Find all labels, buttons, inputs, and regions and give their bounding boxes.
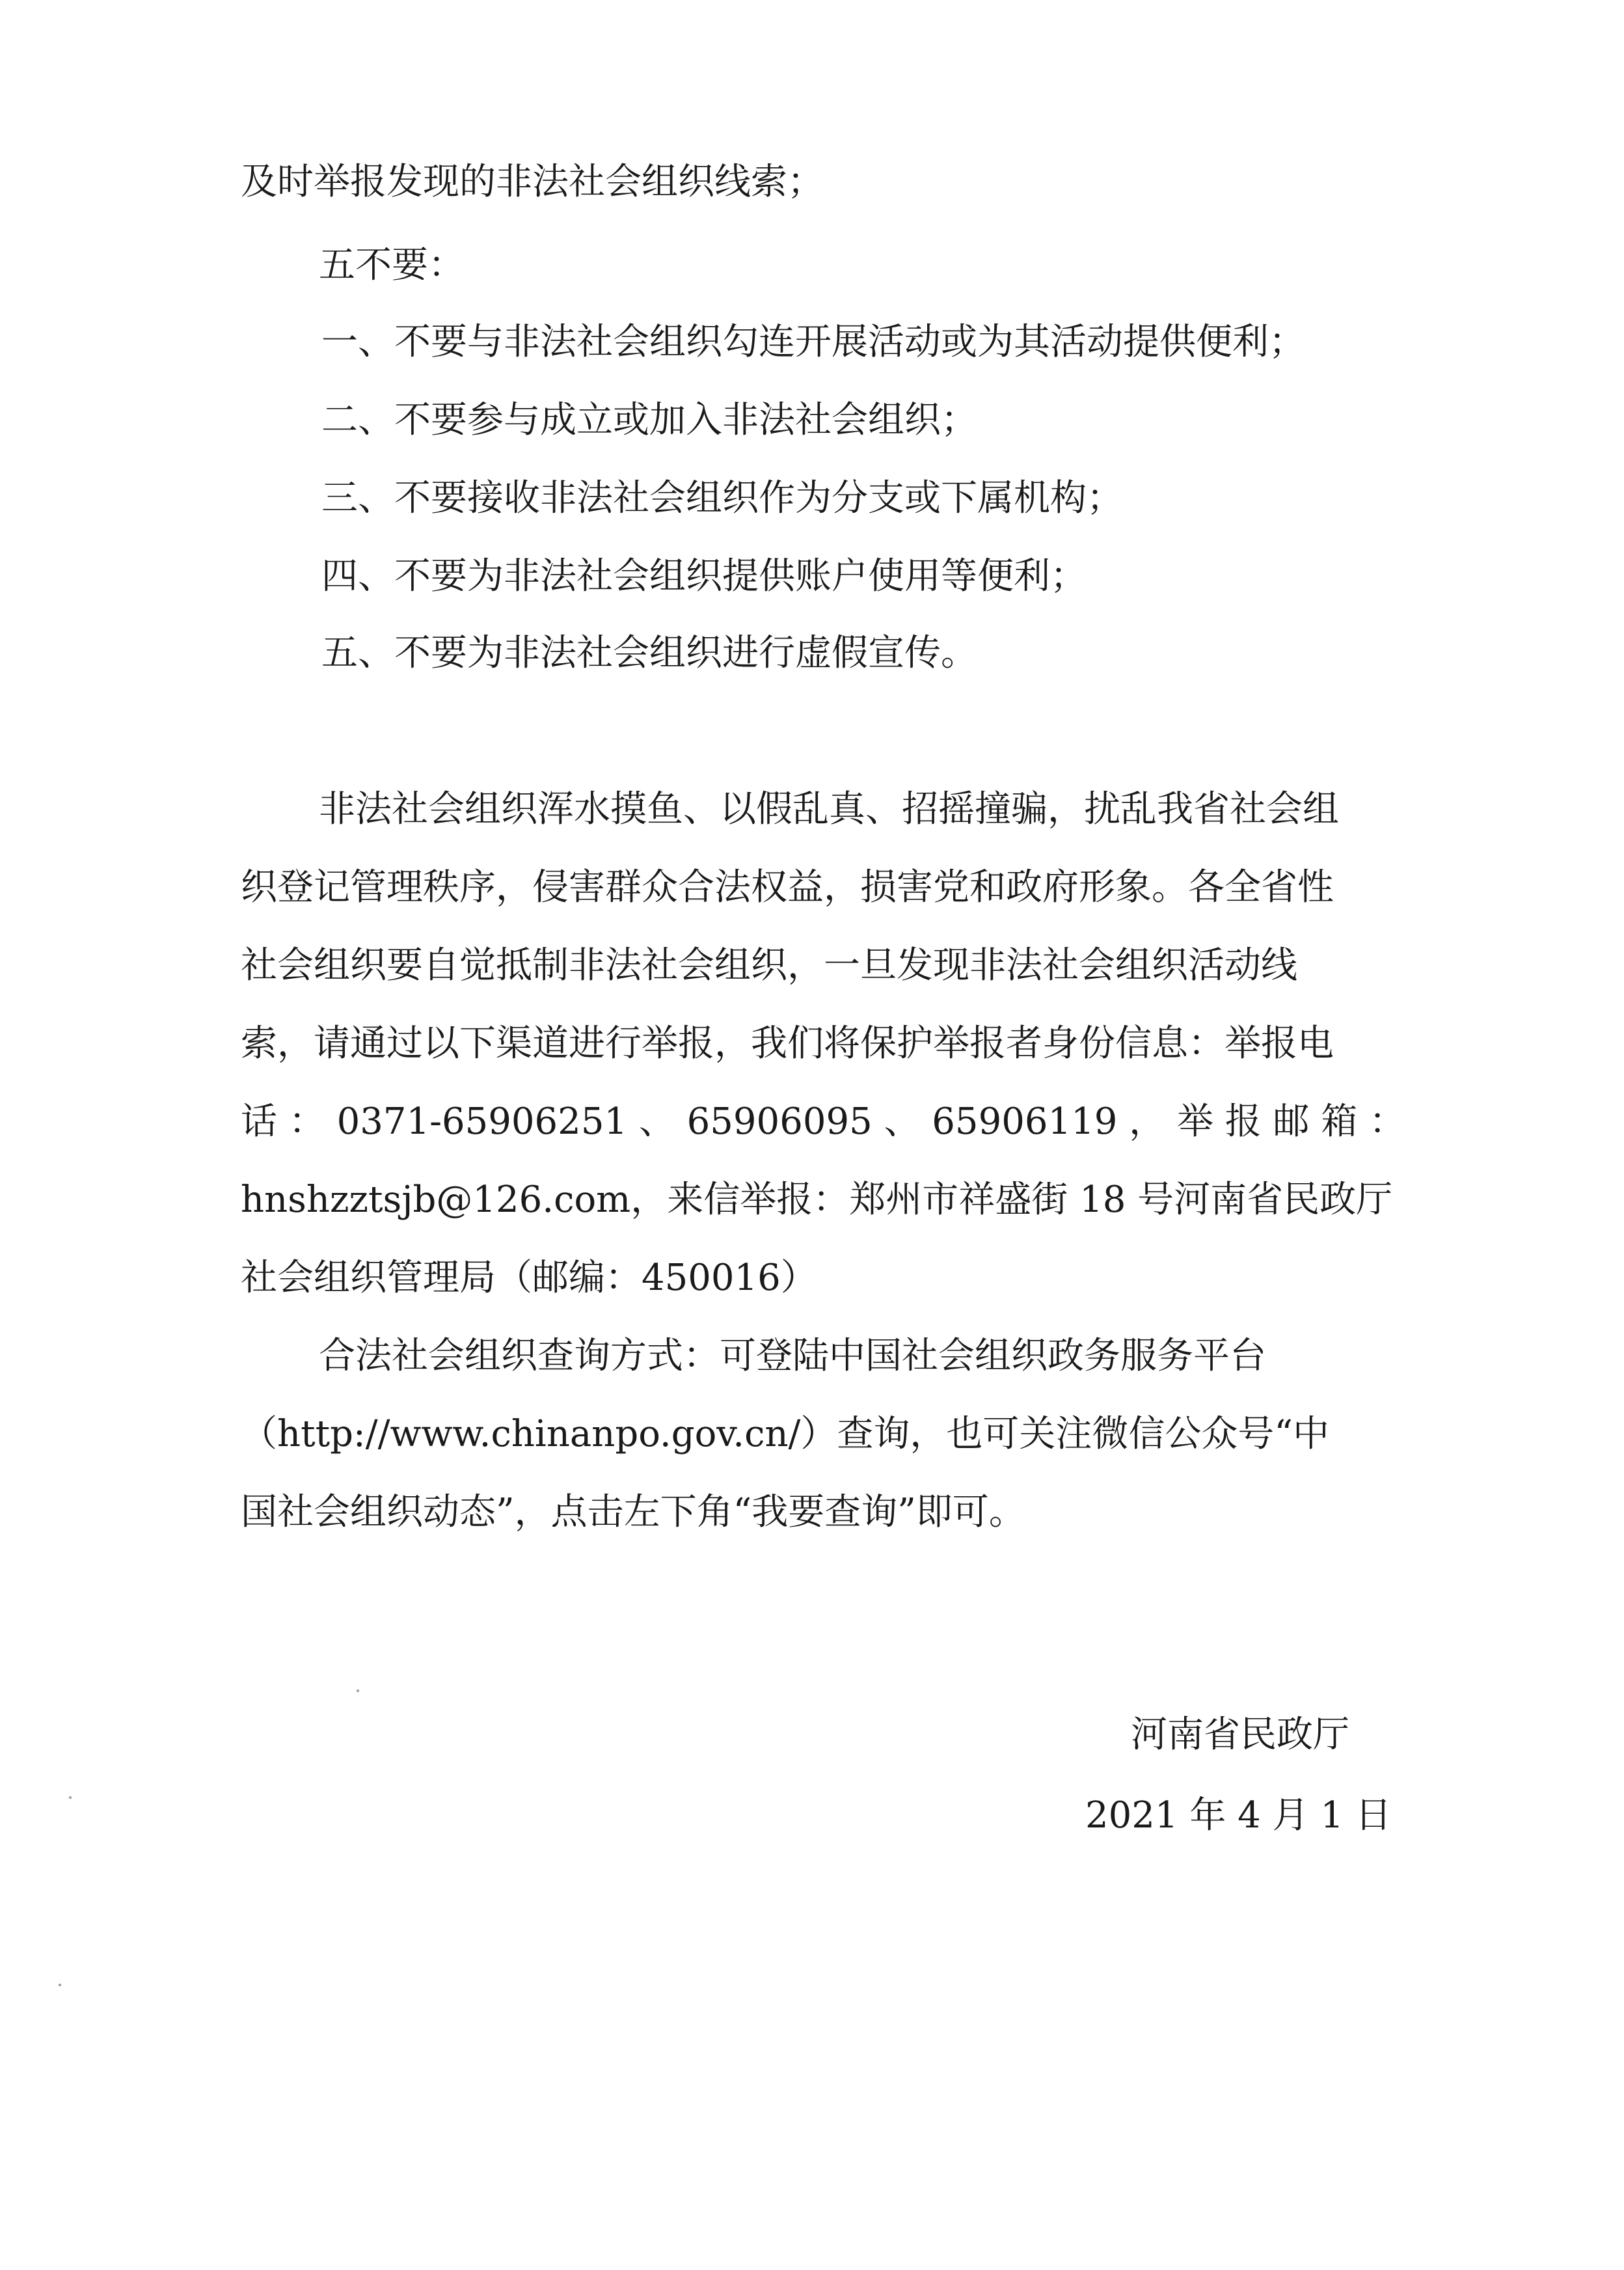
paragraph-1-line-7: 社会组织管理局（邮编：450016） bbox=[241, 1257, 817, 1299]
scan-speck bbox=[69, 1796, 72, 1799]
heading-five-donts: 五不要： bbox=[319, 244, 465, 286]
scan-speck bbox=[357, 1689, 359, 1692]
text-line-report-clues: 及时举报发现的非法社会组织线索； bbox=[241, 161, 824, 203]
paragraph-2-line-2: （http://www.chinanpo.gov.cn/）查询，也可关注微信公众号“中 bbox=[241, 1413, 1329, 1455]
paragraph-1-line-3: 社会组织要自觉抵制非法社会组织，一旦发现非法社会组织活动线 bbox=[241, 944, 1297, 987]
list-item-4: 四、不要为非法社会组织提供账户使用等便利； bbox=[321, 555, 1087, 597]
paragraph-1-line-2: 织登记管理秩序，侵害群众合法权益，损害党和政府形象。各全省性 bbox=[241, 866, 1334, 909]
paragraph-1-line-4: 索，请通过以下渠道进行举报，我们将保护举报者身份信息：举报电 bbox=[241, 1022, 1334, 1065]
scan-speck bbox=[59, 1984, 61, 1986]
list-item-2: 二、不要参与成立或加入非法社会组织； bbox=[321, 399, 977, 441]
list-item-3: 三、不要接收非法社会组织作为分支或下属机构； bbox=[321, 477, 1123, 519]
list-item-5: 五、不要为非法社会组织进行虚假宣传。 bbox=[321, 632, 977, 674]
paragraph-1-line-1: 非法社会组织浑水摸鱼、以假乱真、招摇撞骗，扰乱我省社会组 bbox=[319, 788, 1339, 830]
paragraph-1-line-5: 话 ： 0371-65906251 、 65906095 、 65906119 ， 举 报 邮 箱 ： bbox=[241, 1101, 1406, 1143]
signature-organization: 河南省民政厅 bbox=[1131, 1714, 1349, 1756]
paragraph-2-line-1: 合法社会组织查询方式：可登陆中国社会组织政务服务平台 bbox=[319, 1335, 1266, 1377]
paragraph-2-line-3: 国社会组织动态”，点击左下角“我要查询”即可。 bbox=[241, 1491, 1025, 1533]
paragraph-1-line-6: hnshzztsjb@126.com，来信举报：郑州市祥盛街 18 号河南省民政厅 bbox=[241, 1179, 1393, 1221]
signature-date: 2021 年 4 月 1 日 bbox=[1085, 1794, 1392, 1837]
list-item-1: 一、不要与非法社会组织勾连开展活动或为其活动提供便利； bbox=[321, 321, 1305, 363]
